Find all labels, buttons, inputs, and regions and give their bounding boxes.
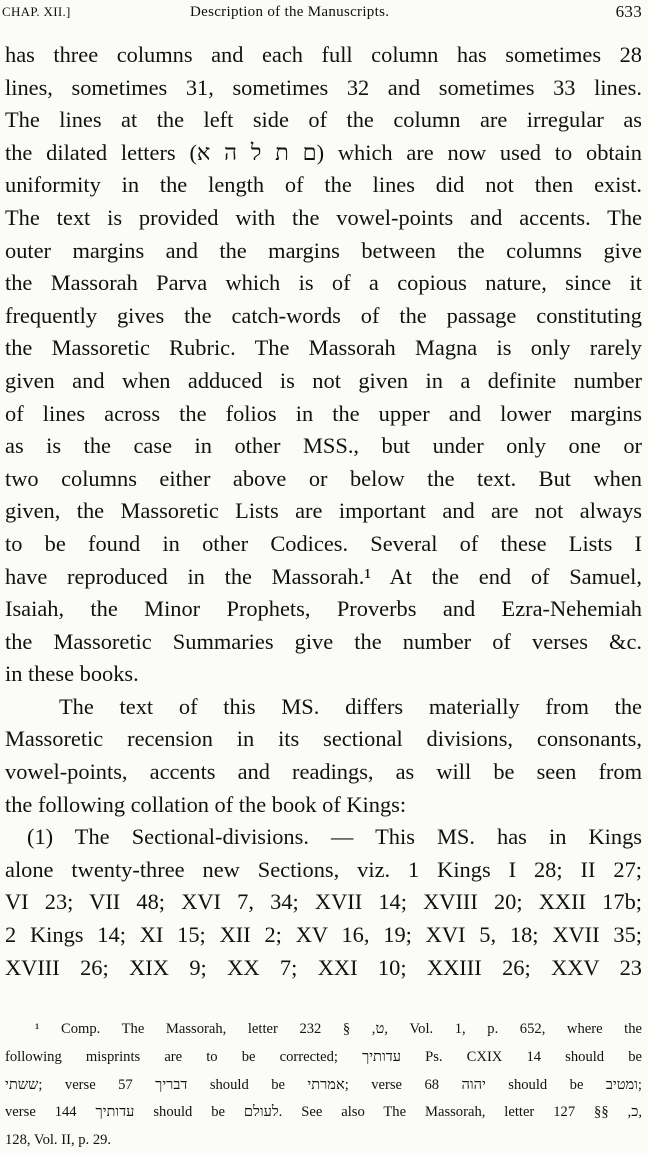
body-line: the Massoretic Rubric. The Massorah Magna is only rarely bbox=[5, 335, 642, 361]
body-line: outer margins and the margins between the columns give bbox=[5, 237, 642, 263]
body-line: uniformity in the length of the lines did not then exist. bbox=[5, 172, 642, 198]
chapter-label: CHAP. XII.] bbox=[2, 4, 71, 19]
body-line: the following collation of the book of Kings: bbox=[5, 791, 407, 817]
body-line: to be found in other Codices. Several of these Lists I bbox=[5, 530, 642, 556]
body-line: the Massoretic Summaries give the number of verses &c. bbox=[5, 628, 642, 654]
body-line: the Massorah Parva which is of a copious nature, since it bbox=[5, 270, 642, 296]
body-line: two columns either above or below the text. But when bbox=[5, 465, 642, 491]
body-line: the dilated letters (ם ת ל ה א) which are now used to obtain bbox=[5, 139, 642, 165]
footnote-line: 128, Vol. II, p. 29. bbox=[5, 1132, 112, 1149]
footnote-line: ¹ Comp. The Massorah, letter ט, § 232, Vol. 1, p. 652, where the bbox=[35, 1021, 642, 1037]
body-line: Isaiah, the Minor Prophets, Proverbs and Ezra-Nehemiah bbox=[5, 596, 642, 622]
body-line: lines, sometimes 31, sometimes 32 and sometimes 33 lines. bbox=[5, 74, 642, 100]
section-heading-line: (1) The Sectional-divisions. — This MS. has in Kings bbox=[27, 824, 642, 850]
body-line: 2 Kings 14; XI 15; XII 2; XV 16, 19; XVI 5, 18; XVII 35; bbox=[5, 922, 642, 948]
body-line: as is the case in other MSS., but under only one or bbox=[5, 433, 642, 459]
body-line: Massoretic recension in its sectional divisions, consonants, bbox=[5, 726, 642, 752]
footnotes bbox=[5, 1016, 642, 1155]
footnote-line: following misprints are to be corrected; עדותיך Ps. CXIX 14 should be bbox=[5, 1048, 642, 1065]
body-line: given, the Massoretic Lists are important and are not always bbox=[5, 498, 642, 524]
body-line: has three columns and each full column has sometimes 28 bbox=[5, 42, 642, 67]
body-line: The text is provided with the vowel-points and accents. The bbox=[5, 204, 642, 230]
body-line: in these books. bbox=[5, 661, 139, 687]
footnote-line: ששתי; verse 57 דבריך should be אמרתי; verse 68 יהוה should be ומטיב; bbox=[5, 1076, 642, 1093]
body-text bbox=[5, 39, 642, 984]
body-line: The lines at the left side of the column are irregular as bbox=[5, 107, 642, 133]
paragraph-start-line: The text of this MS. differs materially from the bbox=[59, 693, 642, 719]
body-line: alone twenty-three new Sections, viz. 1 Kings I 28; II 27; bbox=[5, 856, 642, 882]
body-line: of lines across the folios in the upper and lower margins bbox=[5, 400, 642, 426]
footnote-line: verse 144 עדותיך should be לעולם. See also The Massorah, letter כ, §§ 127, bbox=[5, 1104, 642, 1121]
running-title: Description of the Manuscripts. bbox=[190, 4, 390, 20]
body-line: VI 23; VII 48; XVI 7, 34; XVII 14; XVIII 20; XXII 17b; bbox=[5, 889, 642, 915]
body-line: frequently gives the catch-words of the passage constituting bbox=[5, 302, 642, 328]
body-line: have reproduced in the Massorah.¹ At the end of Samuel, bbox=[5, 563, 642, 589]
body-line: XVIII 26; XIX 9; XX 7; XXI 10; XXIII 26; XXV 23 bbox=[5, 954, 642, 980]
body-line: vowel-points, accents and readings, as will be seen from bbox=[5, 759, 642, 785]
page-header bbox=[0, 2, 648, 24]
body-line: given and when adduced is not given in a definite number bbox=[5, 367, 642, 393]
page-number: 633 bbox=[615, 2, 642, 21]
